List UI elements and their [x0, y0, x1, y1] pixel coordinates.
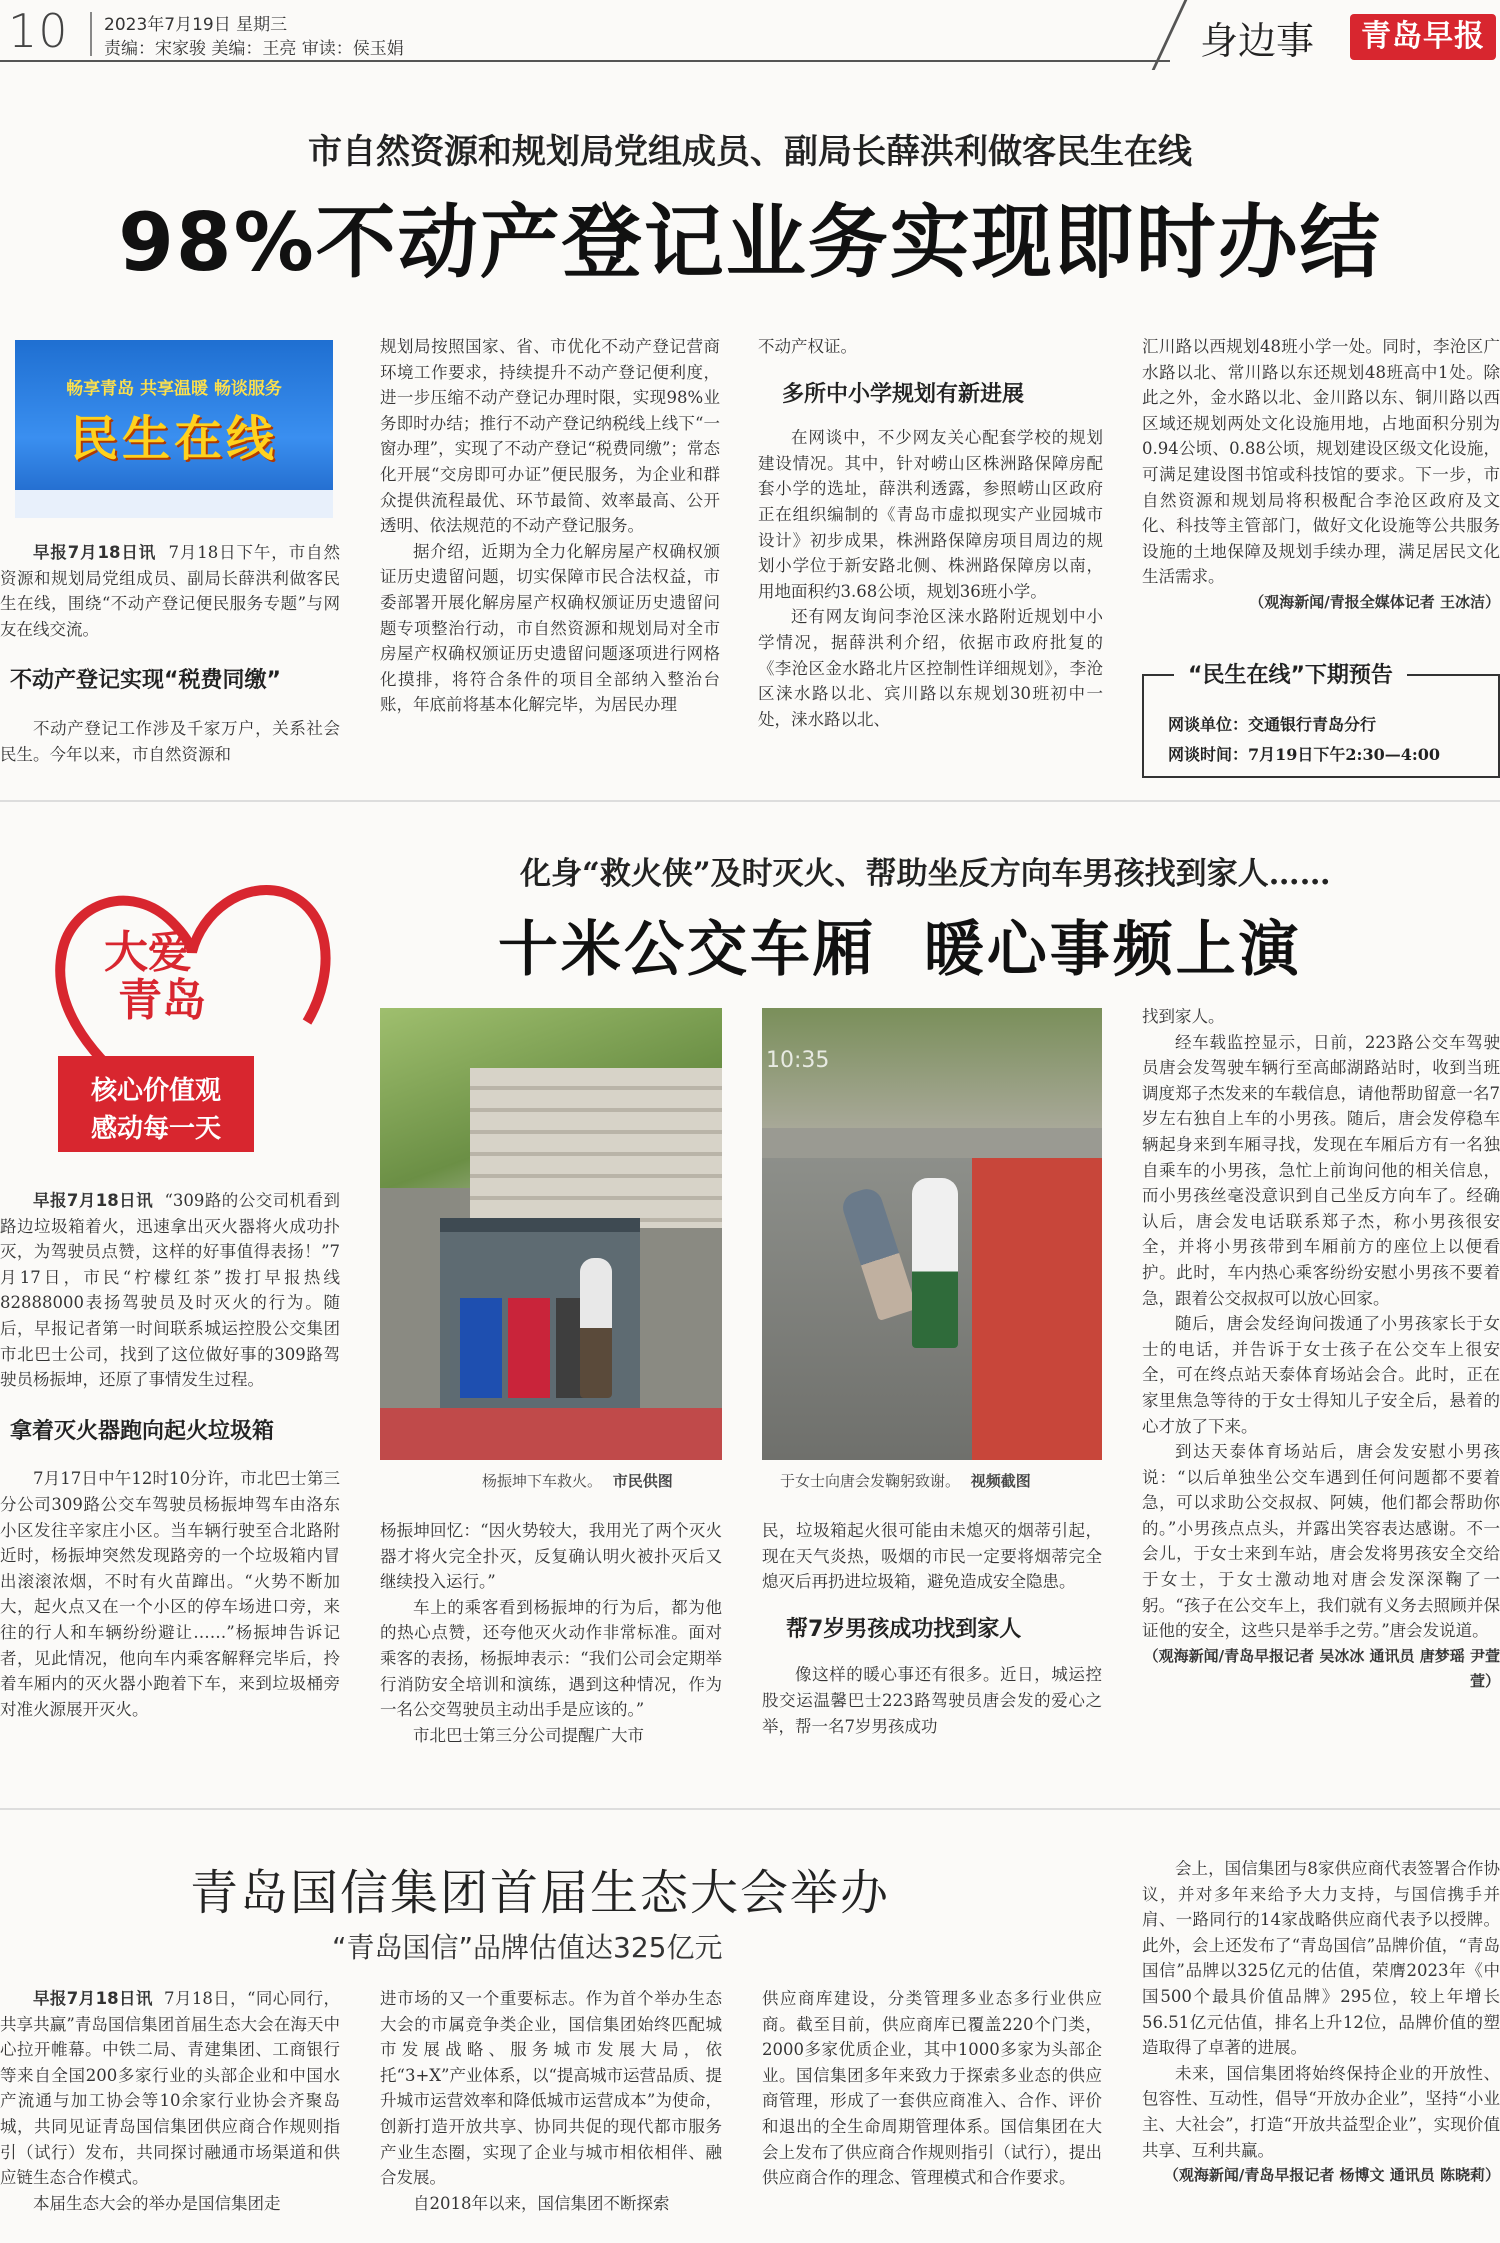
lead-text: 7月18日，“同心同行，共享共赢”青岛国信集团首届生态大会在海天中心拉开帷幕。中铁二局、青建集团、工商银行等来自全国200多家行业的头部企业和中国水产流通与加工协会等10余家行业协会齐聚岛城，共同见证青岛国信集团供应商合作规则指引（试行）发布，共同探讨融通市场渠道和供应链生态合作模式。: [0, 1989, 340, 2188]
photo-person: [580, 1258, 612, 1398]
article2-kicker: 化身“救火侠”及时灭火、帮助坐反方向车男孩找到家人……: [520, 856, 1331, 892]
paragraph: 未来，国信集团将始终保持企业的开放性、包容性、互动性，倡导“开放办企业”，坚持“小业主、大社会”，打造“开放共益型企业”，实现价值共享、互利共赢。: [1142, 2063, 1500, 2160]
paragraph: 在网谈中，不少网友关心配套学校的规划建设情况。其中，针对崂山区株洲路保障房配套小学的选址，薛洪利透露，参照崂山区政府正在组织编制的《青岛市虚拟现实产业园城市设计》初步成果，株洲路保障房项目周边的规划小学位于新安路北侧、株洲路保障房以南，用地面积约3.68公顷，规划36班小学。: [758, 428, 1103, 601]
photo-driver: [912, 1178, 958, 1348]
paragraph: 不动产权证。: [758, 337, 857, 356]
paper-logo: 青岛早报: [1350, 14, 1496, 60]
byline: （观海新闻/青报全媒体记者 王冰洁）: [1249, 592, 1500, 611]
article1-col4: [1142, 334, 1500, 644]
preview-box: [1142, 663, 1500, 778]
photo1-caption: [482, 1470, 673, 1491]
photo-ground: [380, 1408, 722, 1460]
logo-slogan: 畅享青岛 共享温暖 畅谈服务: [66, 379, 282, 399]
photo-credit: 视频截图: [970, 1472, 1031, 1490]
minsheng-zaixian-logo: [15, 340, 333, 518]
lead-text: 7月18日下午，市自然资源和规划局党组成员、副局长薛洪利做客民生在线，围绕“不动产登记便民服务专题”与网友在线交流。: [0, 543, 340, 639]
caption-text: 杨振坤下车救火。: [482, 1472, 603, 1490]
photo-sidewalk: [972, 1158, 1102, 1460]
photo-bin-red: [508, 1298, 550, 1398]
paragraph: 市北巴士第三分公司提醒广大市: [413, 1725, 644, 1745]
photo-credit: 市民供图: [612, 1472, 673, 1490]
dateline: 早报7月18日讯: [33, 543, 157, 562]
photo2-caption: [780, 1470, 1031, 1491]
paragraph: 车上的乘客看到杨振坤的行为后，都为他的热心点赞，还夸他灭火动作非常标准。面对乘客的表扬，杨振坤表示：“我们公司会定期举行消防安全培训和演练，遇到这种情况，作为一名公交驾驶员主动出手是应该的。”: [380, 1597, 722, 1720]
article3-headline: 青岛国信集团首届生态大会举办: [190, 1865, 891, 1921]
byline: （观海新闻/青岛早报记者 杨博文 通讯员 陈晓莉）: [1163, 2166, 1500, 2185]
paragraph: 供应商库建设，分类管理多业态多行业供应商。截至目前，供应商库已覆盖220个门类，2000多家优质企业，其中1000多家为头部企业。国信集团多年来致力于探索多业态的供应商管理，形成了一套供应商准入、合作、评价和退出的全生命周期管理体系。国信集团在大会上发布了供应商合作规则指引（试行），提出供应商合作的理念、管理模式和合作要求。: [762, 1989, 1102, 2188]
paragraph: 随后，唐会发经询问拨通了小男孩家长于女士的电话，并告诉于女士孩子在公交车上很安全，可在终点站天泰体育场站会合。此时，正在家里焦急等待的于女士得知儿子安全后，悬着的心才放了下来。: [1142, 1314, 1500, 1436]
preview-unit: 网谈单位：交通银行青岛分行: [1168, 715, 1377, 734]
byline: （观海新闻/青岛早报记者 吴冰冰 通讯员 唐梦瑶 尹萱萱）: [1143, 1646, 1500, 1691]
article1-col1: [0, 540, 340, 860]
logo-title: 民生在线: [69, 411, 278, 467]
paragraph: 据介绍，近期为全力化解房屋产权确权颁证历史遗留问题，切实保障市民合法权益，市委部署开展化解房屋产权确权颁证历史遗留问题专项整治行动，市自然资源和规划局对全市房屋产权确权颁证历史遗留问题逐项进行网格化摸排，将符合条件的项目全部纳入整治台账，年底前将基本化解完毕，为居民办理: [380, 541, 720, 715]
paragraph: 进市场的又一个重要标志。作为首个举办生态大会的市属竞争类企业，国信集团始终匹配城市发展战略、服务城市发展大局，依托“3+X”产业体系，以“提高城市运营品质、提升城市运营效率和降低城市运营成本”为使命，创新打造开放共享、协同共促的现代都市服务产业生态圈，实现了企业与城市相依相伴、融合发展。: [380, 1989, 722, 2188]
logo-stripe: [15, 490, 333, 518]
photo-overlay-text: 10:35: [766, 1048, 830, 1073]
section-name: 身边事: [1200, 19, 1315, 63]
editors-line: 责编：宋家骏 美编：王亮 审读：侯玉娟: [104, 39, 404, 59]
header-divider-vertical: [90, 12, 92, 56]
preview-time: 网谈时间：7月19日下午2:30—4:00: [1168, 745, 1441, 764]
page-number: 10: [8, 4, 69, 58]
article1-col2: [380, 334, 720, 774]
section-divider: [0, 800, 1500, 802]
paragraph: 杨振坤回忆：“因火势较大，我用光了两个灭火器才将火完全扑灭，反复确认明火被扑灭后又继续投入运行。”: [380, 1521, 722, 1592]
article2-headline: 十米公交车厢 暖心事频上演: [498, 915, 1302, 985]
dateline: 早报7月18日讯: [33, 1989, 153, 2008]
photo-building: [470, 1068, 722, 1228]
photo-fire-extinguisher: [380, 1008, 722, 1460]
paragraph: 汇川路以西规划48班小学一处。同时，李沧区广水路以北、常川路以东还规划48班高中1处。除此之外，金水路以北、金川路以东、铜川路以西区域还规划两处文化设施用地，占地面积分别为0.94公顷、0.88公顷，规划建设区级文化设施，可满足建设图书馆或科技馆的要求。下一步，市自然资源和规划局将积极配合李沧区政府及文化、科技等主管部门，做好文化设施等公共服务设施的土地保障及规划手续办理，满足居民文化生活需求。: [1142, 337, 1500, 587]
preview-title: “民生在线”下期预告: [1174, 658, 1407, 689]
article3-col3: [762, 1986, 1102, 2243]
paragraph: 规划局按照国家、省、市优化不动产登记营商环境工作要求，持续提升不动产登记便利度，进一步压缩不动产登记办理时限，实现98%业务即时办结；推行不动产登记纳税线上线下“一窗办理”，实现了不动产登记“税费同缴”；常态化开展“交房即可办证”便民服务，为企业和群众提供流程最优、环节最简、效率最高、公开透明、依法规范的不动产登记服务。: [380, 337, 720, 536]
lead-text: “309路的公交司机看到路边垃圾箱着火，迅速拿出灭火器将火成功扑灭，为驾驶员点赞，这样的好事值得表扬！”7月17日，市民“柠檬红茶”拨打早报热线82888000表扬驾驶员及时灭火的行为。随后，早报记者第一时间联系城运控股公交集团市北巴士公司，找到了这位做好事的309路驾驶员杨振坤，还原了事情发生过程。: [0, 1191, 340, 1390]
article3-col2: [380, 1986, 722, 2243]
paragraph: 自2018年以来，国信集团不断探索: [413, 2193, 670, 2213]
paragraph: 找到家人。: [1142, 1007, 1225, 1026]
badge-title-2: 青岛: [118, 975, 206, 1026]
paragraph: 到达天泰体育场站后，唐会发安慰小男孩说：“以后单独坐公交车遇到任何问题都不要着急，可以求助公交叔叔、阿姨，他们都会帮助你的。”小男孩点点头，并露出笑容表达感谢。不一会儿，于女士来到车站，唐会发将男孩安全交给于女士，于女士激动地对唐会发深深鞠了一躬。“孩子在公交车上，我们就有义务去照顾并保证他的安全，这些只是举手之劳。”唐会发说道。: [1142, 1442, 1500, 1641]
issue-date: 2023年7月19日 星期三: [104, 15, 288, 35]
paragraph: 本届生态大会的举办是国信集团走: [33, 2193, 281, 2213]
badge-text-1: 核心价值观: [90, 1076, 221, 1106]
subheading-fire: 拿着灭火器跑向起火垃圾箱: [10, 1418, 275, 1444]
photo-bin-blue: [460, 1298, 502, 1398]
article3-col4: [1142, 1856, 1500, 2243]
subheading-tax: 不动产登记实现“税费同缴”: [10, 668, 281, 694]
paragraph: 会上，国信集团与8家供应商代表签署合作协议，并对多年来给予大力支持，与国信携手并肩、一路同行的14家战略供应商代表予以授牌。此外，会上还发布了“青岛国信”品牌价值，“青岛国信”品牌以325亿元的估值，荣膺2023年《中国500个最具价值品牌》295位，较上年增长56.51亿元估值，排名上升12位，品牌价值的塑造取得了卓著的进展。: [1142, 1859, 1500, 2058]
article1-col3: [758, 334, 1103, 774]
paragraph: 不动产登记工作涉及千家万户，关系社会民生。今年以来，市自然资源和: [0, 718, 340, 764]
subheading-boy: 帮7岁男孩成功找到家人: [786, 1616, 1022, 1642]
paragraph: 民，垃圾箱起火很可能由未熄灭的烟蒂引起，现在天气炎热，吸烟的市民一定要将烟蒂完全熄灭后再扔进垃圾箱，避免造成安全隐患。: [762, 1521, 1102, 1592]
paragraph: 经车载监控显示，日前，223路公交车驾驶员唐会发驾驶车辆行至高邮湖路站时，收到当班调度郑子杰发来的车载信息，请他帮助留意一名7岁左右独自上车的小男孩。随后，唐会发停稳车辆起身来到车厢寻找，发现在车厢后方有一名独自乘车的小男孩，急忙上前询问他的相关信息，而小男孩丝毫没意识到自己坐反方向车了。经确认后，唐会发电话联系郑子杰，称小男孩很安全，并将小男孩带到车厢前方的座位上以便看护。此时，车内热心乘客纷纷安慰小男孩不要着急，跟着公交叔叔可以放心回家。: [1142, 1032, 1500, 1308]
photo-boy-thanks: [762, 1008, 1102, 1460]
paragraph: 7月17日中午12时10分许，市北巴士第三分公司309路公交车驾驶员杨振坤驾车由洛东小区发往辛家庄小区。当车辆行驶至合北路附近时，杨振坤突然发现路旁的一个垃圾箱内冒出滚滚浓烟，不时有火苗蹿出。“火势不断加大，起火点又在一个小区的停车场进口旁，来往的行人和车辆纷纷避让……”杨振坤告诉记者，见此情况，他向车内乘客解释完毕后，拎着车厢内的灭火器小跑着下车，来到垃圾桶旁对准火源展开灭火。: [0, 1469, 340, 1719]
subheading-schools: 多所中小学规划有新进展: [782, 381, 1025, 407]
badge-text-2: 感动每一天: [90, 1114, 221, 1144]
article3-col1: [0, 1986, 340, 2243]
article2-col4: [1142, 1004, 1500, 1780]
section-divider: [0, 1808, 1500, 1810]
article2-col3: [762, 1518, 1102, 1780]
article2-col2: [380, 1518, 722, 1780]
article3-subhead: “青岛国信”品牌估值达325亿元: [332, 1931, 723, 1964]
article1-headline: 98%不动产登记业务实现即时办结: [118, 196, 1382, 289]
article1-kicker: 市自然资源和规划局党组成员、副局长薛洪利做客民生在线: [308, 132, 1192, 172]
paragraph: 像这样的暖心事还有很多。近日，城运控股交运温馨巴士223路驾驶员唐会发的爱心之举，帮一名7岁男孩成功: [762, 1665, 1102, 1736]
paragraph: 还有网友询问李沧区涞水路附近规划中小学情况，据薛洪利介绍，依据市政府批复的《李沧区金水路北片区控制性详细规划》，李沧区涞水路以北、宾川路以东规划30班初中一处，涞水路以北、: [758, 607, 1103, 729]
dai-qingdao-badge: [42, 862, 342, 1162]
article2-col1: [0, 1188, 340, 1788]
dateline: 早报7月18日讯: [33, 1191, 154, 1210]
caption-text: 于女士向唐会发鞠躬致谢。: [780, 1472, 961, 1490]
header-rule: [0, 60, 1170, 62]
badge-title-1: 大爱: [104, 927, 192, 978]
badge-red-box: [58, 1056, 254, 1152]
